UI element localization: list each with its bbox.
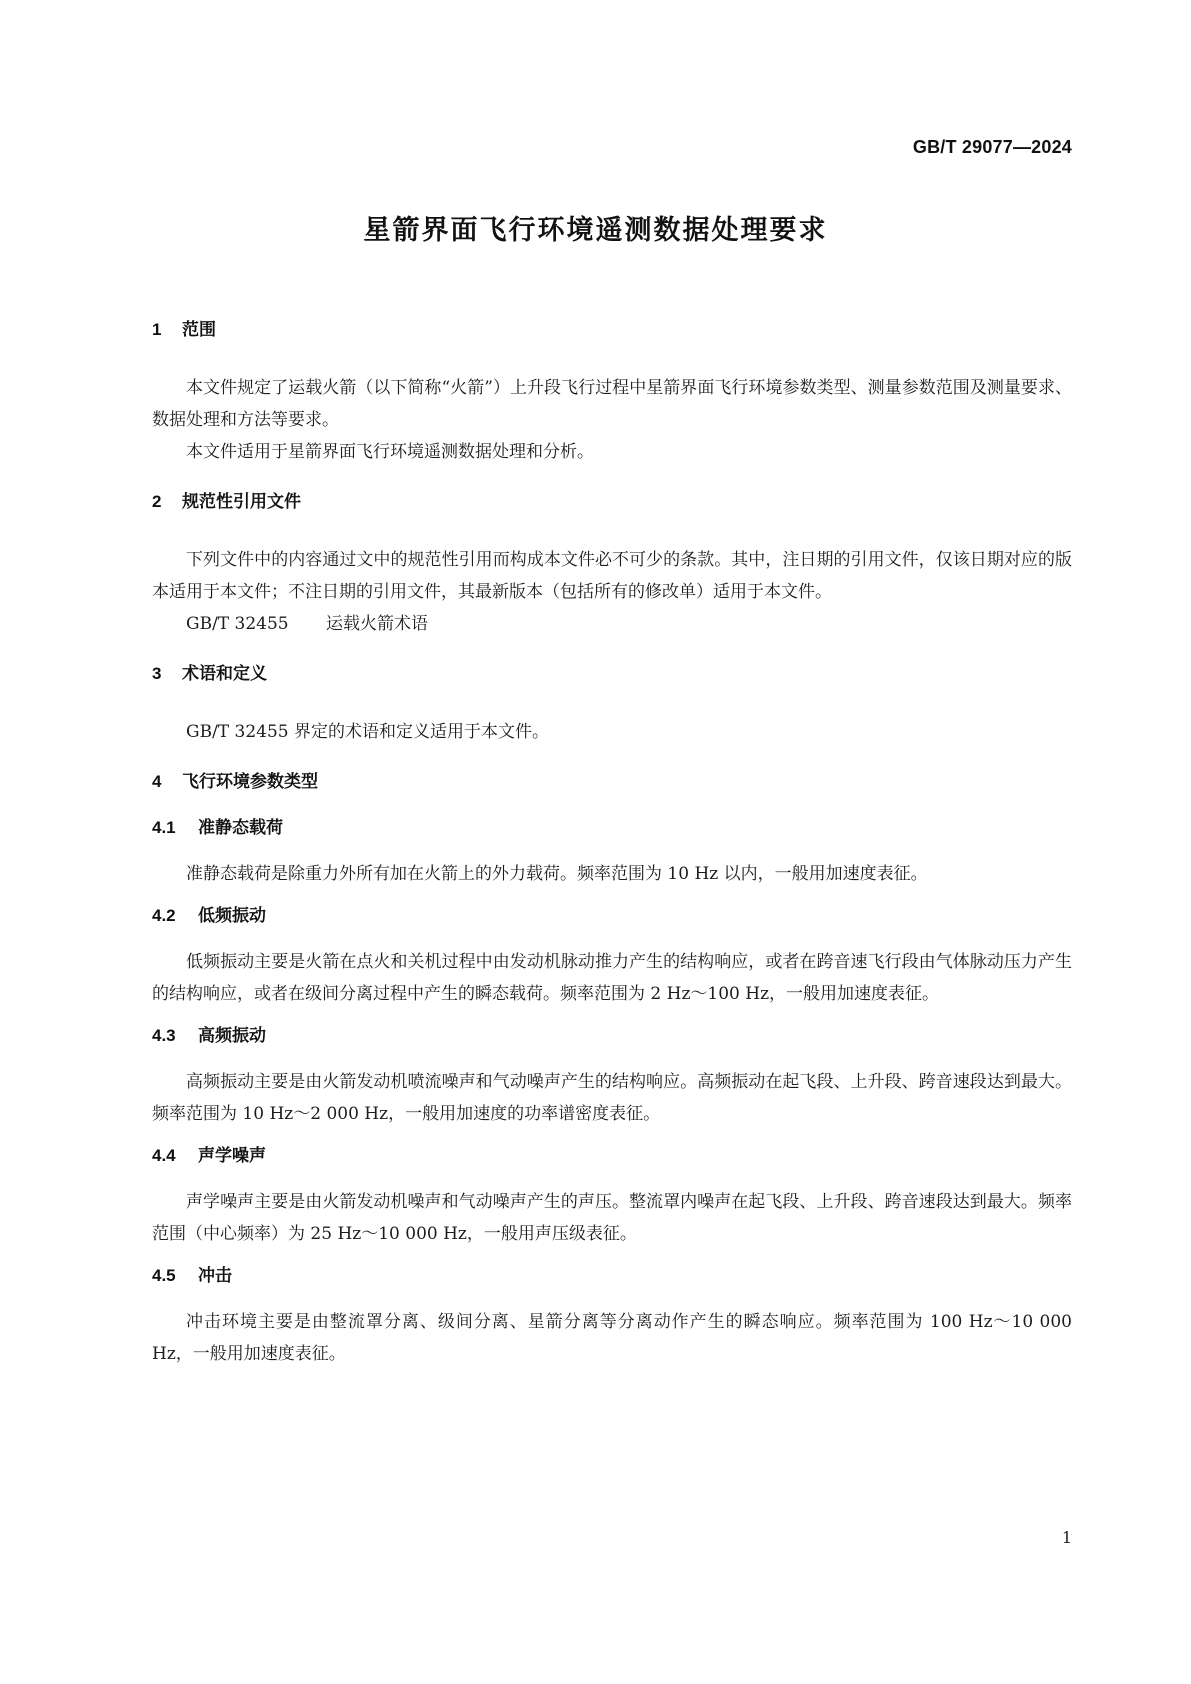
subsection-4-1-heading [152, 816, 1072, 840]
paragraph: 准静态载荷是除重力外所有加在火箭上的外力载荷。频率范围为 10 Hz 以内，一般用加速度表征。 [186, 864, 928, 884]
page-number: 1 [1061, 1528, 1072, 1547]
paragraph: 本文件适用于星箭界面飞行环境遥测数据处理和分析。 [186, 442, 594, 462]
section-number: 4 [152, 772, 162, 791]
document-body [152, 318, 1072, 1370]
paragraph: 低频振动主要是火箭在点火和关机过程中由发动机脉动推力产生的结构响应，或者在跨音速飞行段由气体脉动压力产生的结构响应，或者在级间分离过程中产生的瞬态载荷。频率范围为 2 Hz～100 Hz，一般用加速度表征。 [152, 952, 1072, 1004]
paragraph: 下列文件中的内容通过文中的规范性引用而构成本文件必不可少的条款。其中，注日期的引用文件，仅该日期对应的版本适用于本文件；不注日期的引用文件，其最新版本（包括所有的修改单）适用于本文件。 [152, 550, 1072, 602]
section-1-heading [152, 318, 1072, 342]
section-title: 范围 [182, 320, 216, 340]
paragraph: GB/T 32455 界定的术语和定义适用于本文件。 [186, 722, 550, 742]
reference-name: 运载火箭术语 [326, 614, 428, 634]
section-number: 1 [152, 320, 162, 339]
section-2-heading [152, 490, 1072, 514]
section-title: 飞行环境参数类型 [182, 772, 318, 792]
section-title: 规范性引用文件 [182, 492, 301, 512]
subsection-title: 准静态载荷 [198, 818, 283, 838]
section-4-heading [152, 770, 1072, 794]
subsection-title: 声学噪声 [198, 1146, 266, 1166]
subsection-title: 冲击 [198, 1266, 232, 1286]
subsection-4-2-heading [152, 904, 1072, 928]
subsection-number: 4.5 [152, 1266, 176, 1285]
section-number: 2 [152, 492, 162, 511]
paragraph: 高频振动主要是由火箭发动机喷流噪声和气动噪声产生的结构响应。高频振动在起飞段、上升段、跨音速段达到最大。频率范围为 10 Hz～2 000 Hz，一般用加速度的功率谱密度表征。 [152, 1072, 1072, 1124]
subsection-4-4-heading [152, 1144, 1072, 1168]
subsection-4-5-heading [152, 1264, 1072, 1288]
subsection-number: 4.4 [152, 1146, 176, 1165]
subsection-number: 4.2 [152, 906, 176, 925]
subsection-title: 低频振动 [198, 906, 266, 926]
section-number: 3 [152, 664, 162, 683]
subsection-4-3-heading [152, 1024, 1072, 1048]
section-title: 术语和定义 [182, 664, 267, 684]
subsection-number: 4.3 [152, 1026, 176, 1045]
document-title: 星箭界面飞行环境遥测数据处理要求 [363, 215, 828, 246]
section-3-heading [152, 662, 1072, 686]
paragraph: 声学噪声主要是由火箭发动机噪声和气动噪声产生的声压。整流罩内噪声在起飞段、上升段、跨音速段达到最大。频率范围（中心频率）为 25 Hz～10 000 Hz，一般用声压级表征。 [152, 1192, 1072, 1244]
standard-code: GB/T 29077—2024 [912, 137, 1072, 157]
reference-code: GB/T 32455 [186, 614, 289, 634]
normative-reference [152, 608, 1072, 640]
subsection-title: 高频振动 [198, 1026, 266, 1046]
subsection-number: 4.1 [152, 818, 176, 837]
paragraph: 冲击环境主要是由整流罩分离、级间分离、星箭分离等分离动作产生的瞬态响应。频率范围为 100 Hz～10 000 Hz，一般用加速度表征。 [152, 1312, 1072, 1364]
paragraph: 本文件规定了运载火箭（以下简称“火箭”）上升段飞行过程中星箭界面飞行环境参数类型、测量参数范围及测量要求、数据处理和方法等要求。 [152, 378, 1072, 430]
